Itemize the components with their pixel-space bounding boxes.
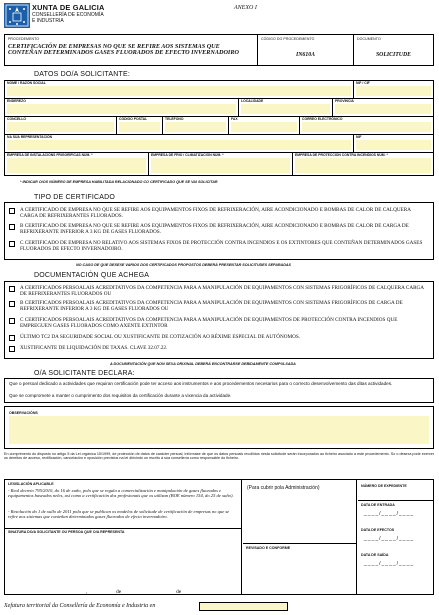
nif-label: NIF / CIF: [356, 81, 370, 85]
registry-divider-1: [358, 500, 433, 501]
procedure-title: CERTIFICACIÓN DE EMPRESAS NO QUE SE REFIRE AOS SISTEMAS QUE CONTEÑAN DETERMINADOS GASES FLUORADOS DE EFECTO INVERNADOIRO: [8, 43, 239, 57]
exit-date-label: DATA DE SAÍDA: [361, 553, 389, 557]
territorial-office-input[interactable]: [199, 602, 288, 611]
certificate-c-text: C CERTIFICADO DE EMPRESA NO RELATIVO AOS SISTEMAS FIXOS DE PROTECCIÓN CONTRA INCENDIOS E OS EXTINTORES QUE CONTEÑAN DETERMINADOS GASES FLUORADOS DE EFECTO INVERNADOIRO.: [20, 240, 423, 252]
documentation-a-text: A CERTIFICADOS PERSOALAIS ACREDITATIVOS DA COMPETENCIA PARA A MANIPULACIÓN DE EQUIPAMENTOS CON SISTEMAS FRIGORÍFICOS DE CALQUERA CARGA DE REFRIXERANTES FLUORADOS OU: [20, 285, 424, 297]
procedure-table: [4, 34, 434, 66]
admin-column: [243, 480, 357, 594]
document-cell: [354, 35, 433, 65]
declaration-line-2: Que se compromete a manter o cumprimento dos requisitos da certificación durante a vixencia da actividade.: [9, 393, 232, 398]
certificate-option-b[interactable]: [9, 223, 429, 237]
air-num-cell: [149, 153, 293, 175]
documentation-option-b[interactable]: [9, 300, 429, 313]
council-input[interactable]: [7, 122, 114, 132]
name-label: NOME / RAZÓN SOCIAL: [7, 81, 46, 85]
legislation-column: [5, 480, 242, 594]
certificate-note: NO CASO DE QUE DESEXE VARIOS DOS CERTIFICADOS PROPOSTOS DEBERÁ PRESENTAR SOLICITUDES SEPARADAS: [76, 263, 291, 267]
xunta-logo: [4, 3, 30, 28]
legislation-item-2: - Resolución do 1 de xullo de 2011 pola que se publican os modelos de solicitude de certificación de empresas no que se refire aos sistemas que conteñan determinados gases fluorados de efecto invernadoiro.: [8, 509, 230, 520]
documentation-option-c[interactable]: [9, 317, 429, 330]
air-num-input[interactable]: [151, 158, 290, 173]
phone-cell: [163, 117, 229, 135]
certificate-a-checkbox[interactable]: [9, 208, 15, 214]
procedure-code-label: CÓDIGO DO PROCEDEMENTO: [261, 37, 315, 41]
air-num-label: EMPRESA DE FRIO / CLIMATIZACIÓN NÚM. *: [151, 153, 224, 157]
admin-divider: [243, 543, 356, 544]
document-type: SOLICITUDE: [375, 52, 412, 58]
data-protection-notice: En cumprimento do disposto no artigo 5 da Lei orgánica 15/1999, de protección de datos de carácter persoal, infórmase de que os datos persoais recollidos nesta solicitude serán incorporados ao ficheiro asociado a este procedemento. So o desexa pode exercer os dereitos de acceso, rectificación, cancelación e oposición previstos na lei dirixindo un escrito á súa consellería como responsable do ficheiro.: [4, 452, 434, 461]
date-de-1: de: [116, 589, 122, 595]
documentation-c-checkbox[interactable]: [9, 318, 15, 324]
footer-text: Xefatura territorial da Consellería de Economía e Industria en: [4, 603, 156, 609]
council-cell: [5, 117, 117, 135]
fire-num-input[interactable]: [295, 158, 431, 173]
province-input[interactable]: [335, 104, 431, 114]
representative-cell: [5, 135, 354, 153]
rep-nif-input[interactable]: [356, 140, 431, 150]
certificate-options: [4, 202, 434, 260]
certificate-section-title: TIPO DE CERTIFICADO: [34, 194, 116, 201]
signature-divider: [5, 528, 241, 529]
department-line-2: E INDUSTRIA: [32, 18, 64, 24]
name-input[interactable]: [7, 86, 351, 96]
council-label: CONCELLO: [7, 117, 27, 121]
locality-input[interactable]: [241, 104, 330, 114]
nif-cell: [354, 81, 433, 99]
documentation-tc2-checkbox[interactable]: [9, 335, 15, 341]
install-num-input[interactable]: [7, 158, 146, 173]
procedure-code-cell: [258, 35, 354, 65]
exit-date-value[interactable]: ____/____/____: [364, 561, 415, 567]
certificate-c-checkbox[interactable]: [9, 241, 15, 247]
date-line: [0, 589, 439, 597]
org-name: XUNTA DE GALICIA: [32, 3, 105, 12]
fax-input[interactable]: [231, 122, 297, 132]
documentation-b-checkbox[interactable]: [9, 301, 15, 307]
address-input[interactable]: [7, 104, 236, 114]
documentation-note: A DOCUMENTACIÓN QUE NON SEXA ORIXINAL DEBERÁ ENCONTRARSE DEBIDAMENTE COMPULSADA: [110, 362, 296, 366]
observations-box: [4, 406, 434, 449]
department-line-1: CONSELLERÍA DE ECONOMÍA: [32, 12, 104, 18]
postal-code-label: CÓDIGO POSTAL: [119, 117, 148, 121]
document-label: DOCUMENTO: [357, 37, 381, 41]
documentation-option-fees[interactable]: [9, 345, 429, 353]
applicant-grid: [4, 80, 434, 176]
fire-num-label: EMPRESA DE PROTECCIÓN CONTRA INCENDIOS NÚM. *: [295, 153, 388, 157]
date-de-2: de: [176, 589, 182, 595]
locality-label: LOCALIDADE: [241, 99, 264, 103]
address-label: ENDEREZO: [7, 99, 26, 103]
certificate-option-c[interactable]: [9, 240, 429, 254]
applicant-section-title: DATOS DO/A SOLICITANTE:: [34, 71, 131, 78]
registry-column: [358, 480, 433, 594]
documentation-section-title: DOCUMENTACIÓN QUE ACHEGA: [34, 272, 150, 279]
applicant-note: * INDICAR O/OS NÚMERO DE EMPRESA HABILITADA RELACIONADO CO CERTIFICADO QUE SE VAI SOLICITAR: [20, 180, 218, 184]
xunta-logo-icon: [4, 3, 30, 28]
rep-nif-cell: [354, 135, 433, 153]
install-num-cell: [5, 153, 149, 175]
procedure-cell: [5, 35, 258, 65]
signature-admin-box: [4, 479, 434, 595]
signature-label: SINATURA DO/A SOLICITANTE OU PERSOA QUE O/A REPRESENTA: [8, 530, 125, 534]
email-input[interactable]: [302, 122, 431, 132]
phone-label: TELÉFONO: [165, 117, 184, 121]
name-cell: [5, 81, 354, 99]
annex-label: ANEXO I: [234, 5, 257, 11]
file-number-label: NÚMERO DE EXPEDIENTE: [361, 484, 407, 488]
rep-nif-label: NIF: [356, 135, 362, 139]
documentation-b-text: B CERTIFICADOS PERSOALAIS ACREDITATIVOS DA COMPETENCIA PARA A MANIPULACIÓN DE EQUIPAMENTOS CON SISTEMAS FRIGORÍFICOS DE CARGA DE REFRIXERANTE INFERIOR A 3 KG DE GASES FLUORADOS OU: [20, 300, 403, 312]
declaration-box: [4, 378, 434, 403]
reviewed-label: REVISADO E CONFORME: [246, 546, 291, 550]
date-comma: ,: [86, 589, 88, 595]
effects-date-label: DATA DE EFECTOS: [361, 528, 395, 532]
representative-input[interactable]: [7, 140, 351, 150]
documentation-option-tc2[interactable]: [9, 334, 429, 342]
fax-cell: [229, 117, 300, 135]
fax-label: FAX: [231, 117, 238, 121]
documentation-option-a[interactable]: [9, 285, 429, 298]
documentation-fees-text: XUSTIFICANTE DE LIQUIDACIÓN DE TAXAS. CLAVE 32.07.22.: [20, 345, 168, 351]
certificate-option-a[interactable]: [9, 207, 429, 221]
representative-label: NA SÚA REPRESENTACIÓN: [7, 135, 53, 139]
documentation-a-checkbox[interactable]: [9, 286, 15, 292]
fire-num-cell: [293, 153, 433, 175]
province-label: PROVINCIA: [335, 99, 354, 103]
procedure-label: PROCEDEMENTO: [8, 37, 40, 41]
declaration-section-title: O/A SOLICITANTE DECLARA:: [34, 370, 135, 377]
admin-heading: (Para cubrir pola Administración): [247, 485, 320, 491]
locality-cell: [239, 99, 333, 117]
email-cell: [300, 117, 433, 135]
nif-input[interactable]: [356, 86, 431, 96]
effects-date-value[interactable]: ____/____/____: [364, 536, 415, 542]
certificate-a-text: A CERTIFICADO DE EMPRESA NO QUE SE REFIRE AOS EQUIPAMENTOS FIXOS DE REFRIXERACIÓN, AIRE ACONDICIONADO E BOMBAS DE CALOR DE CALQUERA CARGA DE REFRIXERANTES FLUORADOS.: [20, 207, 411, 219]
documentation-options: [4, 281, 434, 359]
documentation-fees-checkbox[interactable]: [9, 346, 15, 352]
province-cell: [333, 99, 433, 117]
postal-code-cell: [117, 117, 163, 135]
legislation-title: LEXISLACIÓN APLICABLE: [8, 482, 54, 486]
documentation-tc2-text: ÚLTIMO TC2 DA SEGURIDADE SOCIAL OU XUSTIFICANTE DE COTIZACIÓN AO RÉXIME ESPECIAL DE AUTÓNOMOS.: [20, 334, 301, 340]
address-cell: [5, 99, 239, 117]
legislation-item-1: - Real decreto 795/2010, do 16 de xuño, polo que se regula a comercialización e manipulación de gases fluorados e equipamentos baseados neles, así como a certificación dos profesionais que os utilizan (BOE número 154, do 25 de xuño).: [8, 488, 234, 499]
documentation-c-text: C CERTIFICADOS PERSOALAIS ACREDITATIVOS DA COMPETENCIA PARA A MANIPULACIÓN DE EQUIPAMENTOS DE PROTECCIÓN CONTRA INCENDIOS QUE EMPREGUEN GASES FLUORADOS COMO AXENTE EXTINTOR: [20, 317, 398, 329]
procedure-code: IN610A: [295, 52, 315, 58]
observations-label: OBSERVACIÓNS: [9, 411, 38, 415]
email-label: CORREO ELECTRÓNICO: [302, 117, 343, 121]
certificate-b-checkbox[interactable]: [9, 224, 15, 230]
phone-input[interactable]: [165, 122, 226, 132]
postal-code-input[interactable]: [119, 122, 160, 132]
install-num-label: EMPRESA DE INSTALACIÓNS FRIGORÍFICAS NÚM. *: [7, 153, 93, 157]
certificate-b-text: B CERTIFICADO DE EMPRESA NO QUE SE REFIRE AOS EQUIPAMENTOS FIXOS DE REFRIXERACIÓN, AIRE ACONDICIONADO E BOMBAS DE CALOR DE CARGA DE REFRIXERANTE INFERIOR A 3 KG DE GASES FLUORADOS.: [20, 223, 409, 235]
entry-date-label: DATA DE ENTRADA: [361, 503, 395, 507]
entry-date-value[interactable]: ____/____/____: [364, 511, 415, 517]
observations-input[interactable]: [9, 416, 429, 444]
declaration-line-1: Que o persoal dedicado a actividades que requiran certificación pode ter acceso aos instrumentos e aos procedementos necesarios para o correcto desenvolvemento das ditas actividades.: [9, 381, 393, 386]
